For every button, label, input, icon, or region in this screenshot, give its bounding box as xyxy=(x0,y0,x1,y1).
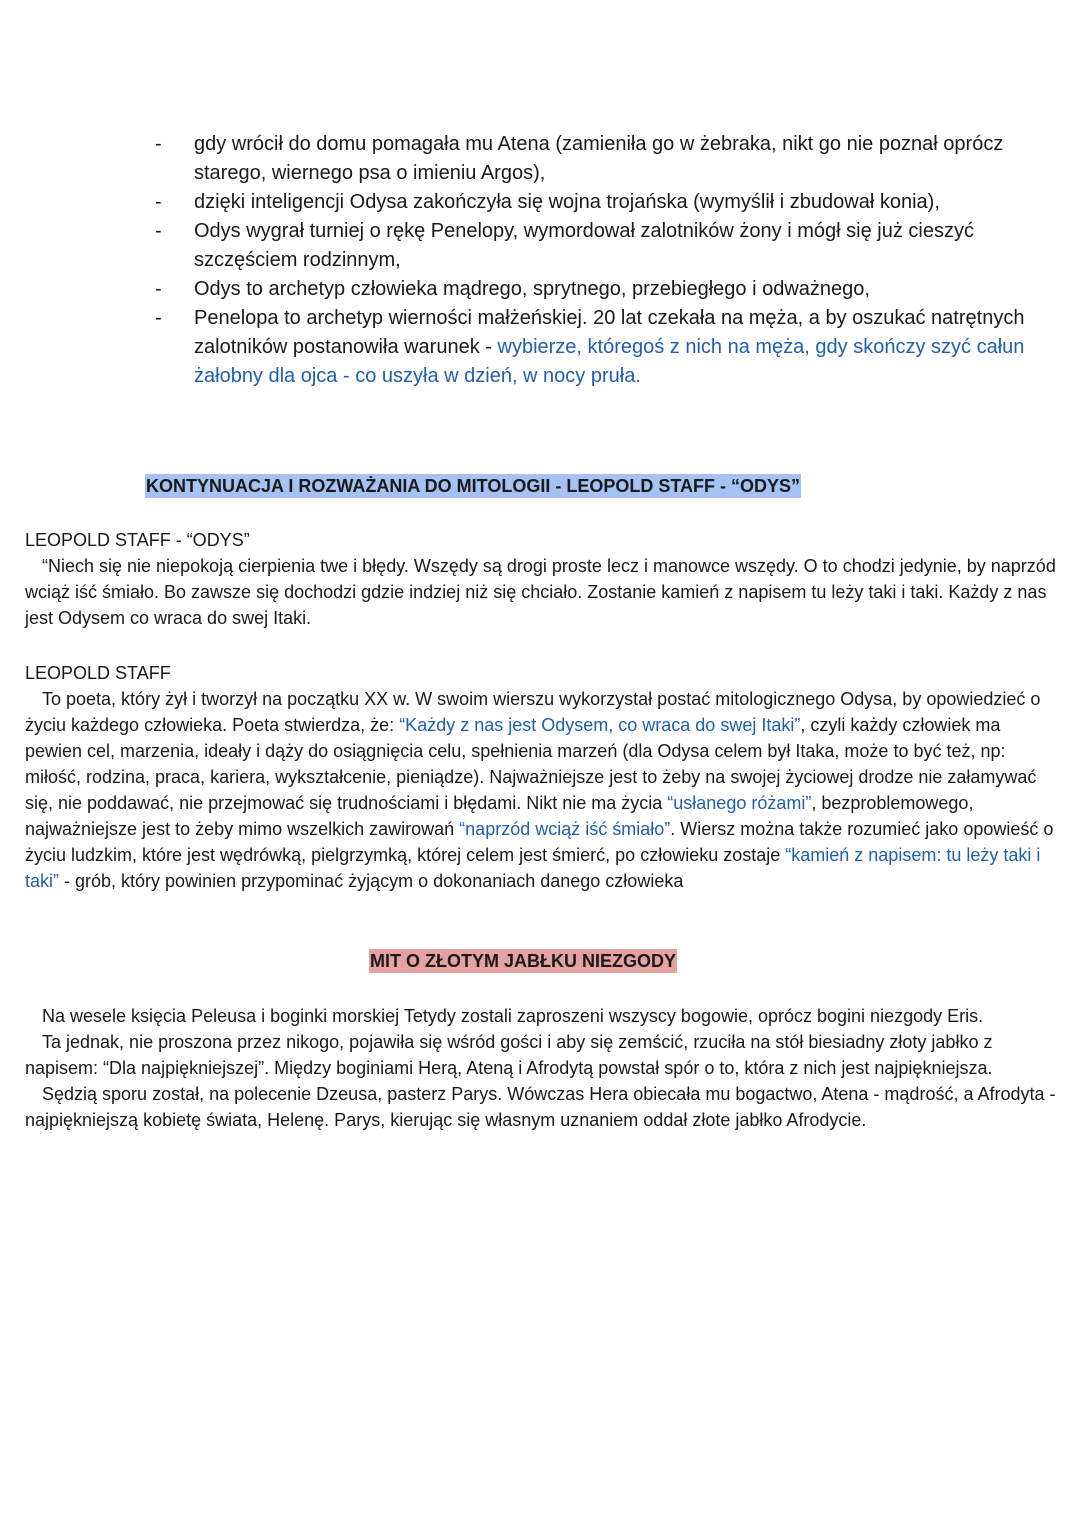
bullet-text: Penelopa to archetyp wierności małżeńskiej. 20 lat czekała na męża, a by oszukać natrętnych zalotników postanowiła warunek - xyxy=(194,307,1025,358)
analysis-text: - grób, który powinien przypominać żyjącym o dokonaniach danego człowieka xyxy=(59,871,684,891)
analysis-paragraph xyxy=(25,686,1060,894)
myth-block xyxy=(25,1003,1060,1133)
bullet-item xyxy=(155,304,1055,391)
myth-paragraph: Sędzią sporu został, na polecenie Dzeusa, pasterz Parys. Wówczas Hera obiecała mu bogactwo, Atena - mądrość, a Afrodyta - najpiękniejszą kobietę świata, Helenę. Parys, kierując się własnym uznaniem oddał złote jabłko Afrodycie. xyxy=(25,1084,1056,1130)
analysis-quote: “kamień z napisem: tu leży taki i taki” xyxy=(25,845,1041,891)
analysis-text: . Wiersz można także rozumieć jako opowieść o życiu ludzkim, które jest wędrówką, pielgrzymką, której celem jest śmierć, po człowieku zostaje xyxy=(25,819,1054,865)
analysis-quote: “Każdy z nas jest Odysem, co wraca do swej Itaki” xyxy=(399,715,801,735)
bullet-item xyxy=(155,188,1055,217)
analysis-quote: “naprzód wciąż iść śmiało” xyxy=(459,819,671,839)
bullet-text: dzięki inteligencji Odysa zakończyła się wojna trojańska (wymyślił i zbudował konia), xyxy=(194,191,940,213)
bullet-text: Odys to archetyp człowieka mądrego, sprytnego, przebiegłego i odważnego, xyxy=(194,278,870,300)
bullet-item xyxy=(155,275,1055,304)
poem-title: LEOPOLD STAFF - “ODYS” xyxy=(25,530,250,550)
odyssey-bullet-list xyxy=(155,130,1055,391)
bullet-highlight-text: wybierze, któregoś z nich na męża, gdy skończy szyć całun żałobny dla ojca - co uszyła w dzień, w nocy pruła. xyxy=(194,336,1025,387)
section-heading-apple: MIT O ZŁOTYM JABŁKU NIEZGODY xyxy=(370,951,676,971)
bullet-text: gdy wrócił do domu pomagała mu Atena (zamieniła go w żebraka, nikt go nie poznał oprócz starego, wiernego psa o imieniu Argos), xyxy=(194,133,1004,184)
myth-paragraph: Na wesele księcia Peleusa i boginki morskiej Tetydy zostali zaproszeni wszyscy bogowie, oprócz bogini niezgody Eris. xyxy=(42,1006,984,1026)
poem-text: “Niech się nie niepokoją cierpienia twe i błędy. Wszędy są drogi proste lecz i manowce wszędy. O to chodzi jedynie, by naprzód wciąż iść śmiało. Bo zawsze się dochodzi gdzie indziej niż się chciało. Zostanie kamień z napisem tu leży taki i taki. Każdy z nas jest Odysem co wraca do swej Itaki. xyxy=(25,556,1056,628)
analysis-text: , czyli każdy człowiek ma pewien cel, marzenia, ideały i dąży do osiągnięcia celu, spełnienia marzeń (dla Odysa celem był Itaka, może to być też, np: miłość, rodzina, praca, kariera, wykształcenie, pieniądze). Najważniejsze jest to żeby na swojej życiowej drodze nie załamywać się, nie poddawać, nie przejmować się trudnościami i błędami. Nikt nie ma życia xyxy=(25,715,1037,813)
bullet-dash: - xyxy=(155,220,162,242)
bullet-dash: - xyxy=(155,278,162,300)
poem-block xyxy=(25,527,1060,631)
analysis-block xyxy=(25,660,1060,894)
section-heading-staff: KONTYNUACJA I ROZWAŻANIA DO MITOLOGII - LEOPOLD STAFF - “ODYS” xyxy=(146,476,800,496)
analysis-text: To poeta, który żył i tworzył na początku XX w. W swoim wierszu wykorzystał postać mitologicznego Odysa, by opowiedzieć o życiu każdego człowieka. Poeta stwierdza, że: xyxy=(25,689,1041,735)
analysis-text: , bezproblemowego, najważniejsze jest to żeby mimo wszelkich zawirowań xyxy=(25,793,974,839)
bullet-item xyxy=(155,217,1055,275)
bullet-item xyxy=(155,130,1055,188)
bullet-dash: - xyxy=(155,133,162,155)
bullet-dash: - xyxy=(155,191,162,213)
myth-paragraph: Ta jednak, nie proszona przez nikogo, pojawiła się wśród gości i aby się zemścić, rzuciła na stół biesiadny złoty jabłko z napisem: “Dla najpiękniejszej”. Między boginiami Herą, Ateną i Afrodytą powstał spór o to, która z nich jest najpiękniejsza. xyxy=(25,1032,993,1078)
bullet-text: Odys wygrał turniej o rękę Penelopy, wymordował zalotników żony i mógł się już cieszyć szczęściem rodzinnym, xyxy=(194,220,974,271)
author-title: LEOPOLD STAFF xyxy=(25,663,171,683)
bullet-dash: - xyxy=(155,307,162,329)
analysis-quote: “usłanego różami” xyxy=(667,793,812,813)
